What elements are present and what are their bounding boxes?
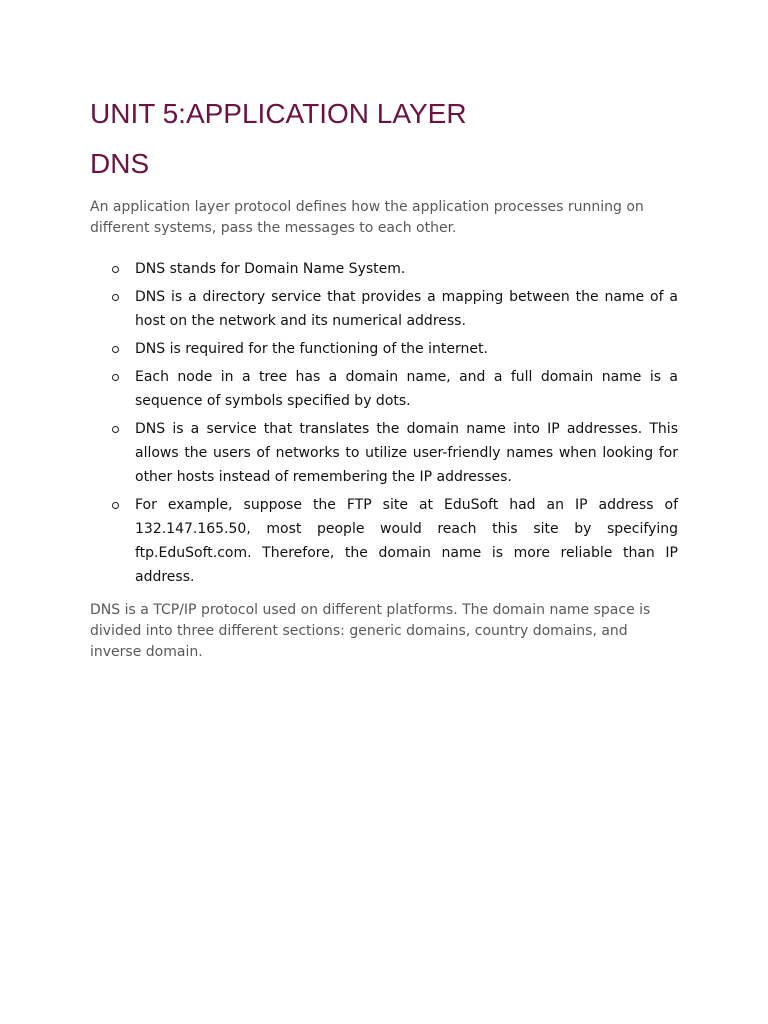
list-item-text: DNS is a directory service that provides a mapping between the name of a host on the network and its numerical address.	[135, 289, 678, 329]
intro-paragraph: An application layer protocol defines how the application processes running on different systems, pass the messages to each other.	[90, 199, 644, 236]
list-item	[90, 493, 678, 589]
bullet-list	[90, 257, 678, 589]
list-item	[90, 285, 678, 333]
list-item	[90, 337, 678, 361]
list-item-text: DNS stands for Domain Name System.	[135, 261, 406, 277]
list-item-text: For example, suppose the FTP site at EduSoft had an IP address of 132.147.165.50, most people would reach this site by specifying ftp.EduSoft.com. Therefore, the domain name is more reliable than IP address.	[135, 497, 678, 585]
hollow-circle-bullet-icon	[112, 426, 119, 433]
closing-paragraph: DNS is a TCP/IP protocol used on different platforms. The domain name space is divided into three different sections: generic domains, country domains, and inverse domain.	[90, 602, 651, 660]
section-title: DNS	[90, 148, 150, 179]
list-item	[90, 365, 678, 413]
list-item-text: DNS is required for the functioning of the internet.	[135, 341, 488, 357]
document-content	[90, 96, 678, 663]
unit-title: UNIT 5:APPLICATION LAYER	[90, 98, 467, 129]
list-item-text: DNS is a service that translates the domain name into IP addresses. This allows the users of networks to utilize user-friendly names when looking for other hosts instead of remembering the IP addresses.	[135, 421, 678, 485]
hollow-circle-bullet-icon	[112, 294, 119, 301]
hollow-circle-bullet-icon	[112, 502, 119, 509]
list-item	[90, 257, 678, 281]
hollow-circle-bullet-icon	[112, 266, 119, 273]
list-item-text: Each node in a tree has a domain name, and a full domain name is a sequence of symbols specified by dots.	[135, 369, 678, 409]
list-item	[90, 417, 678, 489]
hollow-circle-bullet-icon	[112, 374, 119, 381]
hollow-circle-bullet-icon	[112, 346, 119, 353]
